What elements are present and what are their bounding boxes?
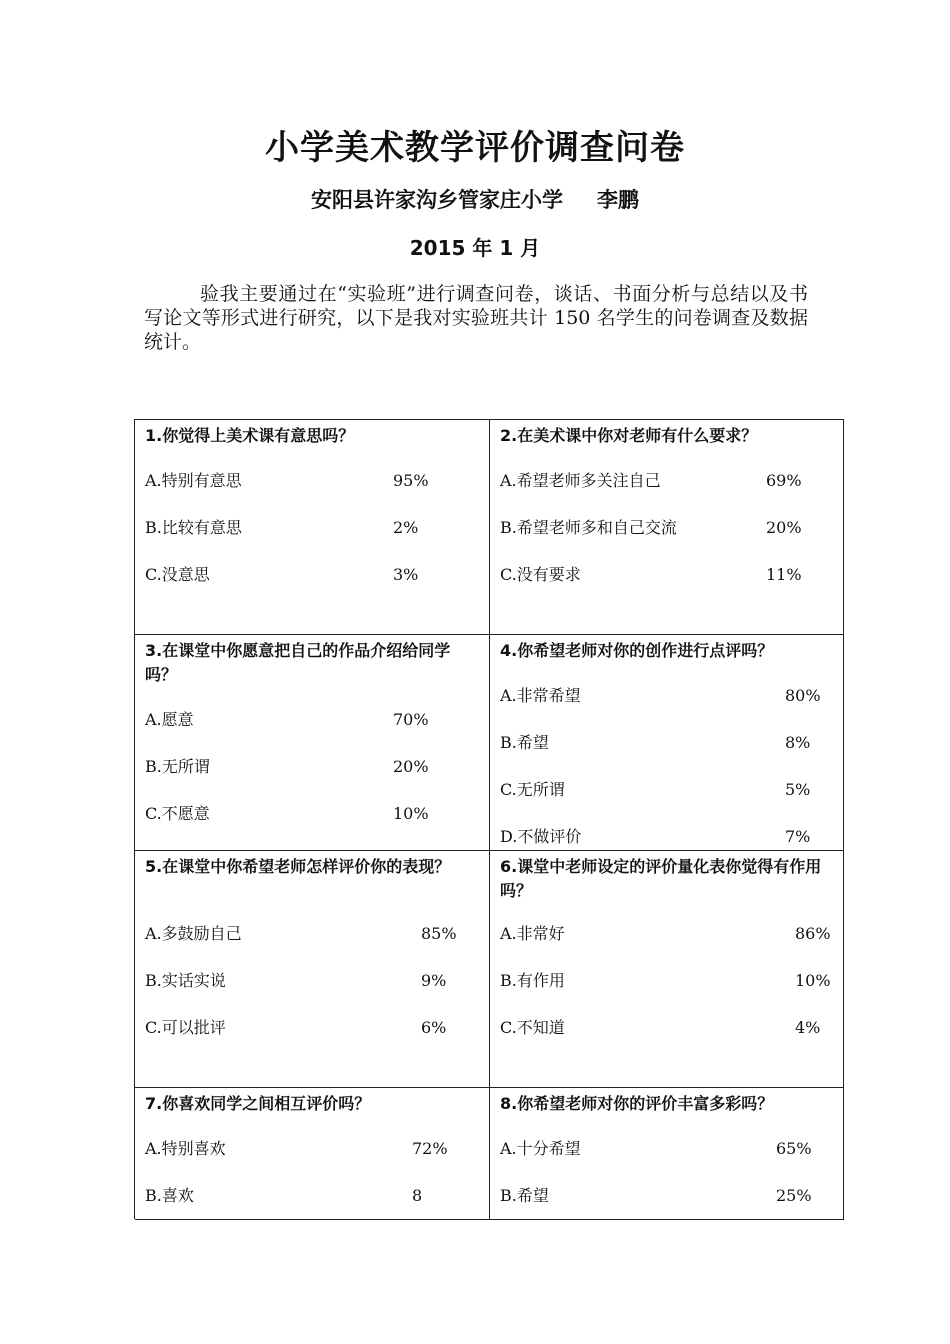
question-cell-1 xyxy=(135,420,490,635)
option-label: C.没意思 xyxy=(145,565,210,584)
option-percent: 85% xyxy=(421,924,457,943)
intro-paragraph: 验我主要通过在“实验班”进行调查问卷，谈话、书面分析与总结以及书写论文等形式进行研究，以下是我对实验班共计 150 名学生的问卷调查及数据统计。 xyxy=(144,283,808,353)
question-cell-4 xyxy=(490,635,844,851)
option-percent: 80% xyxy=(785,686,821,705)
author-line xyxy=(0,184,950,214)
option-percent: 10% xyxy=(795,971,831,990)
option-percent: 3% xyxy=(393,565,419,584)
question-text: 7.你喜欢同学之间相互评价吗？ xyxy=(145,1094,371,1113)
option-label: A.非常好 xyxy=(500,924,565,943)
option-label: A.十分希望 xyxy=(500,1139,581,1158)
option-percent: 65% xyxy=(776,1139,812,1158)
option-percent: 8% xyxy=(785,733,811,752)
question-text: 1.你觉得上美术课有意思吗？ xyxy=(145,426,355,445)
option-percent: 4% xyxy=(795,1018,821,1037)
author-school: 安阳县许家沟乡管家庄小学 xyxy=(311,188,563,212)
option-label: C.不愿意 xyxy=(145,804,210,823)
question-cell-6 xyxy=(490,851,844,1088)
option-percent: 7% xyxy=(785,827,811,846)
question-text: 6.课堂中老师设定的评价量化表你觉得有作用吗？ xyxy=(500,857,822,900)
option-label: B.希望 xyxy=(500,733,549,752)
author-name: 李鹏 xyxy=(597,188,639,212)
question-cell-8 xyxy=(490,1088,844,1220)
option-percent: 86% xyxy=(795,924,831,943)
option-percent: 20% xyxy=(393,757,429,776)
option-label: C.可以批评 xyxy=(145,1018,226,1037)
option-percent: 69% xyxy=(766,471,802,490)
option-percent: 20% xyxy=(766,518,802,537)
option-percent: 95% xyxy=(393,471,429,490)
option-percent: 11% xyxy=(766,565,802,584)
option-label: A.愿意 xyxy=(145,710,194,729)
option-label: C.无所谓 xyxy=(500,780,565,799)
question-text: 3.在课堂中你愿意把自己的作品介绍给同学吗？ xyxy=(145,641,451,684)
question-cell-2 xyxy=(490,420,844,635)
page-title: 小学美术教学评价调查问卷 xyxy=(265,128,685,168)
option-percent: 5% xyxy=(785,780,811,799)
option-label: B.有作用 xyxy=(500,971,565,990)
question-text: 4.你希望老师对你的创作进行点评吗？ xyxy=(500,641,774,660)
option-percent: 70% xyxy=(393,710,429,729)
option-percent: 8 xyxy=(412,1186,423,1205)
option-label: A.多鼓励自己 xyxy=(145,924,242,943)
date: 2015 年 1 月 xyxy=(409,236,541,260)
option-label: B.实话实说 xyxy=(145,971,226,990)
option-percent: 6% xyxy=(421,1018,447,1037)
option-label: A.非常希望 xyxy=(500,686,581,705)
option-percent: 9% xyxy=(421,971,447,990)
option-percent: 25% xyxy=(776,1186,812,1205)
option-label: C.没有要求 xyxy=(500,565,581,584)
option-label: B.希望老师多和自己交流 xyxy=(500,518,677,537)
question-cell-5 xyxy=(135,851,490,1088)
option-label: A.希望老师多关注自己 xyxy=(500,471,661,490)
option-label: B.无所谓 xyxy=(145,757,210,776)
question-cell-3 xyxy=(135,635,490,851)
option-percent: 2% xyxy=(393,518,419,537)
option-percent: 10% xyxy=(393,804,429,823)
option-label: B.喜欢 xyxy=(145,1186,194,1205)
survey-table xyxy=(134,419,844,1219)
question-text: 5.在课堂中你希望老师怎样评价你的表现？ xyxy=(145,857,451,876)
question-cell-7 xyxy=(135,1088,490,1220)
option-label: B.比较有意思 xyxy=(145,518,242,537)
option-label: D.不做评价 xyxy=(500,827,582,846)
option-label: C.不知道 xyxy=(500,1018,565,1037)
question-text: 2.在美术课中你对老师有什么要求？ xyxy=(500,426,758,445)
question-text: 8.你希望老师对你的评价丰富多彩吗？ xyxy=(500,1094,774,1113)
option-percent: 72% xyxy=(412,1139,448,1158)
option-label: A.特别喜欢 xyxy=(145,1139,226,1158)
option-label: B.希望 xyxy=(500,1186,549,1205)
option-label: A.特别有意思 xyxy=(145,471,242,490)
